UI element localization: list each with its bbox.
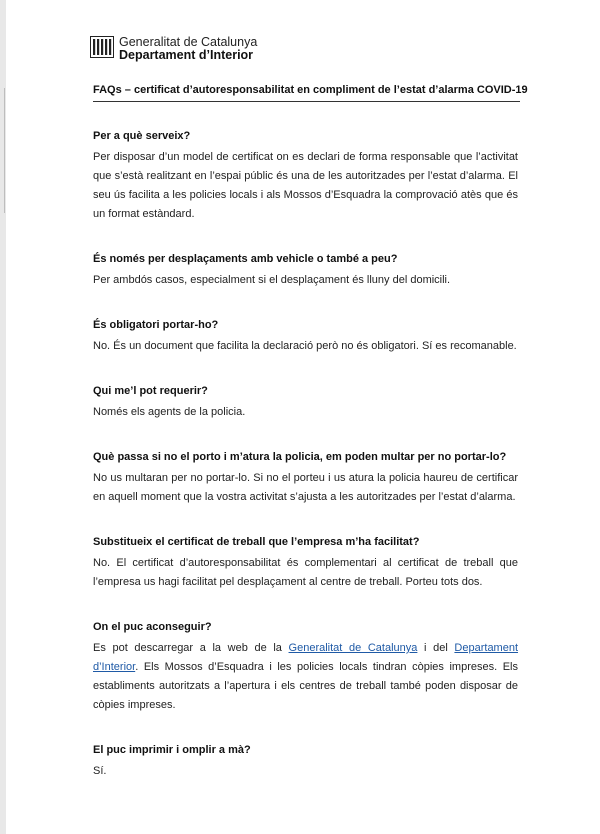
generalitat-link[interactable]: Generalitat de Catalunya xyxy=(288,642,418,654)
faq-question: Què passa si no el porto i m’atura la policia, em poden multar per no portar-lo? xyxy=(93,451,507,463)
answer-text: i del xyxy=(417,642,455,654)
faq-list xyxy=(93,128,518,808)
faq-answer: No. És un document que facilita la declaració però no és obligatori. Sí es recomanable. xyxy=(93,340,517,352)
faq-question: El puc imprimir i omplir a mà? xyxy=(93,744,251,756)
document-page xyxy=(6,0,600,834)
faq-answer: No us multaran per no portar-lo. Si no el porteu i us atura la policia haureu de certificar en aquell moment que la vostra activitat s’ajusta a les autoritzades per l’estat d’alarma. xyxy=(93,472,518,503)
faq-item xyxy=(93,128,518,224)
document-title: FAQs – certificat d’autoresponsabilitat en compliment de l’estat d’alarma COVID-19 xyxy=(93,84,528,96)
title-rule xyxy=(93,101,520,102)
edge-marker xyxy=(4,88,5,213)
faq-item xyxy=(93,251,518,290)
department-name: Departament d’Interior xyxy=(119,48,254,62)
faq-item xyxy=(93,383,518,422)
faq-answer: Per disposar d’un model de certificat on es declari de forma responsable que l’activitat que s’està realitzant en l’espai públic és una de les autoritzades per l’estat d’alarma. El seu ús facilita a les policies locals i als Mossos d’Esquadra la comprovació atès que és un format estàndard. xyxy=(93,151,518,220)
faq-answer xyxy=(93,639,518,715)
faq-item xyxy=(93,317,518,356)
faq-question: És obligatori portar-ho? xyxy=(93,319,219,331)
faq-question: És només per desplaçaments amb vehicle o també a peu? xyxy=(93,253,398,265)
faq-item xyxy=(93,449,518,507)
faq-question: Qui me’l pot requerir? xyxy=(93,385,208,397)
faq-answer: Sí. xyxy=(93,765,107,777)
answer-text: Es pot descarregar a la web de la xyxy=(93,642,289,654)
faq-answer: Per ambdós casos, especialment si el desplaçament és lluny del domicili. xyxy=(93,274,451,286)
answer-text: . Els Mossos d’Esquadra i les policies locals tindran còpies impreses. Els establiments autoritzats a l’apertura i els centres de treball també poden disposar de còpies impreses. xyxy=(93,661,518,711)
faq-item xyxy=(93,534,518,592)
faq-question: Substitueix el certificat de treball que l’empresa m’ha facilitat? xyxy=(93,536,420,548)
generalitat-logo-icon xyxy=(90,36,114,58)
org-name: Generalitat de Catalunya xyxy=(119,35,258,49)
faq-item xyxy=(93,742,518,781)
faq-question: On el puc aconseguir? xyxy=(93,621,212,633)
faq-question: Per a què serveix? xyxy=(93,130,191,142)
faq-item xyxy=(93,619,518,715)
faq-answer: Només els agents de la policia. xyxy=(93,406,246,418)
departament-interior-link[interactable]: Departament d’Interior xyxy=(93,642,519,673)
faq-answer: No. El certificat d’autoresponsabilitat és complementari al certificat de treball que l’empresa us hagi facilitat pel desplaçament al centre de treball. Porteu tots dos. xyxy=(93,557,518,588)
